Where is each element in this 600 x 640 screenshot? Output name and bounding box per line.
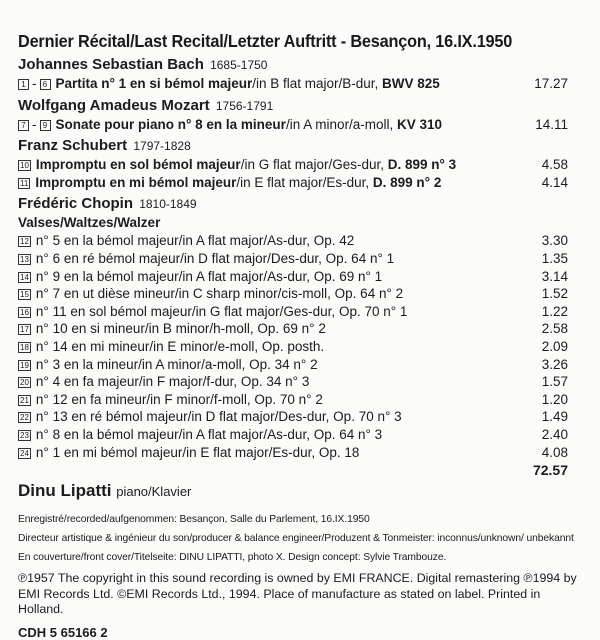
composer-dates: 1756-1791 <box>215 98 274 113</box>
work-title: n° 5 en la bémol majeur/in A flat major/As-dur, Op. 42 <box>35 233 355 249</box>
track-row <box>18 232 568 250</box>
credit-recorded: Enregistré/recorded/aufgenommen: Besançon, Salle du Parlement, 16.IX.1950 <box>18 514 370 526</box>
work-title: Impromptu en mi bémol majeur <box>35 174 237 190</box>
track-row <box>18 444 568 462</box>
track-number-box: 22 <box>20 413 29 423</box>
work-catalog: KV 310 <box>396 116 443 132</box>
work-title: n° 9 en la bémol majeur/in A flat major/As-dur, Op. 69 n° 1 <box>35 268 383 284</box>
track-number-box: 9 <box>40 120 51 131</box>
track-duration: 3.14 <box>541 268 568 284</box>
tracklist-page <box>18 30 577 640</box>
track-duration: 4.58 <box>541 157 568 173</box>
artist-line <box>18 480 568 503</box>
waltzes-subtitle: Valses/Waltzes/Walzer <box>18 215 161 231</box>
catalog-number: CDH 5 65166 2 <box>18 624 108 640</box>
work-title: n° 13 en ré bémol majeur/in D flat major/Des-dur, Op. 70 n° 3 <box>35 409 402 425</box>
work-key: /in G flat major/Ges-dur, <box>240 157 388 173</box>
track-duration: 2.40 <box>541 426 568 442</box>
work-catalog: D. 899 n° 2 <box>372 174 442 190</box>
track-number-box: 24 <box>20 448 29 458</box>
track-number-box: 21 <box>20 395 29 405</box>
composer-schubert <box>18 136 568 156</box>
work-title: Sonate pour piano n° 8 en la mineur <box>55 116 286 132</box>
track-duration: 1.57 <box>541 374 568 390</box>
track-number-box: 7 <box>18 120 29 131</box>
work-key: /in A minor/a-moll, <box>285 116 397 132</box>
work-catalog: BWV 825 <box>382 76 440 91</box>
track-row <box>18 408 568 426</box>
track-row <box>18 268 568 286</box>
composer-name: Frédéric Chopin <box>18 195 134 213</box>
composer-dates: 1685-1750 <box>210 58 268 72</box>
track-duration: 3.26 <box>541 356 568 372</box>
total-duration: 72.57 <box>532 462 568 479</box>
track-number-box: 11 <box>20 178 29 188</box>
track-duration: 1.52 <box>541 286 568 302</box>
work-title: Partita n° 1 en si bémol majeur <box>55 76 253 91</box>
work-catalog: D. 899 n° 3 <box>387 157 457 173</box>
composer-bach <box>18 55 568 75</box>
track-number-box: 6 <box>40 79 51 90</box>
track-number-box: 12 <box>20 237 29 247</box>
track-number-box: 23 <box>20 430 29 440</box>
track-duration: 1.20 <box>541 391 568 407</box>
credit-cover: En couverture/front cover/Titelseite: DINU LIPATTI, photo X. Design concept: Sylvie Trambouze. <box>18 552 447 564</box>
track-number-box: 15 <box>20 290 29 300</box>
track-duration: 14.11 <box>535 116 568 132</box>
artist-role: piano/Klavier <box>116 484 192 500</box>
album-title: Dernier Récital/Last Recital/Letzter Auftritt - Besançon, 16.IX.1950 <box>18 31 513 51</box>
work-title: n° 12 en fa mineur/in F minor/f-moll, Op. 70 n° 2 <box>35 391 323 407</box>
track-number-box: 17 <box>20 325 29 335</box>
composer-name: Franz Schubert <box>18 137 128 155</box>
track-row: 1 - 6 Partita n° 1 en si bémol majeur/in B flat major/B-dur, BWV 825 17.27 <box>18 75 568 93</box>
track-row <box>18 285 568 303</box>
work-title: n° 1 en mi bémol majeur/in E flat major/Es-dur, Op. 18 <box>35 444 360 460</box>
copyright-notice: ℗1957 The copyright in this sound recording is owned by EMI FRANCE. Digital remastering ℗1994 by EMI Records Ltd. ©EMI Records Ltd., 1994. Place of manufacture as stated on label. Printed in Holland. <box>18 571 577 617</box>
track-row <box>18 356 568 374</box>
track-row <box>18 303 568 321</box>
work-title: n° 7 en ut dièse mineur/in C sharp minor/cis-moll, Op. 64 n° 2 <box>35 286 404 302</box>
track-row <box>18 320 568 338</box>
composer-chopin <box>18 194 568 214</box>
work-title: n° 11 en sol bémol majeur/in G flat major/Ges-dur, Op. 70 n° 1 <box>35 303 408 319</box>
work-title: n° 14 en mi mineur/in E minor/e-moll, Op. posth. <box>35 338 325 354</box>
work-title: n° 6 en ré bémol majeur/in D flat major/Des-dur, Op. 64 n° 1 <box>35 250 395 266</box>
work-title: n° 10 en si mineur/in B minor/h-moll, Op. 69 n° 2 <box>35 321 326 337</box>
work-title: n° 8 en la bémol majeur/in A flat major/As-dur, Op. 64 n° 3 <box>35 426 383 442</box>
track-duration: 2.09 <box>541 338 568 354</box>
track-row <box>18 373 568 391</box>
track-duration: 17.27 <box>534 76 568 91</box>
credits <box>18 512 578 565</box>
track-number-box: 20 <box>20 378 29 388</box>
track-duration: 1.35 <box>541 250 568 266</box>
track-duration: 4.14 <box>541 174 568 190</box>
composer-mozart <box>18 96 568 116</box>
track-duration: 1.49 <box>541 409 568 425</box>
track-row <box>18 250 568 268</box>
track-number-box: 10 <box>20 161 29 171</box>
track-row <box>18 391 568 409</box>
track-row <box>18 338 568 356</box>
track-duration: 2.58 <box>541 321 568 337</box>
track-row <box>18 174 568 192</box>
track-row: 7 - 9 Sonate pour piano n° 8 en la mineur/in A minor/a-moll, KV 310 14.11 <box>18 116 568 134</box>
track-duration: 4.08 <box>541 444 568 460</box>
track-number-box: 16 <box>20 307 29 317</box>
track-number-box: 13 <box>20 254 29 264</box>
track-number-box: 18 <box>20 342 29 352</box>
composer-name: Johannes Sebastian Bach <box>18 56 204 73</box>
work-title: Impromptu en sol bémol majeur <box>35 157 241 173</box>
track-duration: 1.22 <box>541 303 568 319</box>
track-number-box: 14 <box>20 272 29 282</box>
track-row <box>18 156 568 174</box>
track-number-box: 1 <box>18 79 29 90</box>
work-key: /in E flat major/Es-dur, <box>236 174 373 190</box>
composer-name: Wolfgang Amadeus Mozart <box>18 96 210 114</box>
work-title: n° 3 en la mineur/in A minor/a-moll, Op. 34 n° 2 <box>35 356 318 372</box>
credit-producer: Directeur artistique & ingénieur du son/producer & balance engineer/Produzent & Tonmeister: inconnus/unknown/ unbekannt <box>18 533 574 545</box>
work-title: n° 4 en fa majeur/in F major/f-dur, Op. 34 n° 3 <box>35 374 310 390</box>
track-duration: 3.30 <box>541 233 568 249</box>
artist-name: Dinu Lipatti <box>18 481 112 501</box>
composer-dates: 1810-1849 <box>139 197 197 212</box>
work-key: /in B flat major/B-dur, <box>252 76 383 91</box>
composer-dates: 1797-1828 <box>133 139 191 154</box>
track-number-box: 19 <box>20 360 29 370</box>
track-row <box>18 426 568 444</box>
